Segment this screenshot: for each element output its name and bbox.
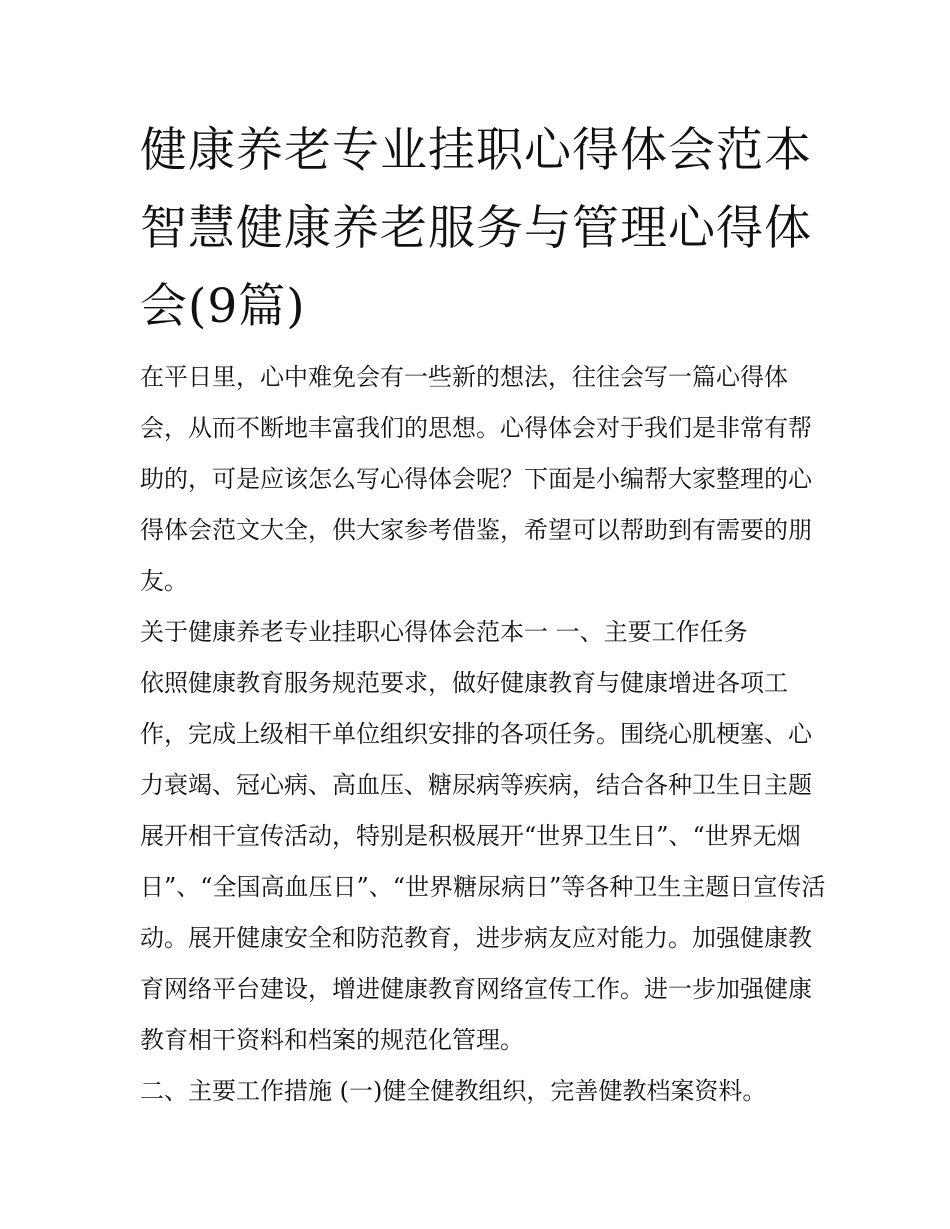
section-1-body: 依照健康教育服务规范要求，做好健康教育与健康增进各项工作，完成上级相干单位组织安排的各项任务。围绕心肌梗塞、心力衰竭、冠心病、高血压、糖尿病等疾病，结合各种卫生日主题展开相干宣传活动，特别是积极展开“世界卫生日”、“世界无烟日”、“全国高血压日”、“世界糖尿病日”等各种卫生主题日宣传活动。展开健康安全和防范教育，进步病友应对能力。加强健康教育网络平台建设，增进健康教育网络宣传工作。进一步加强健康教育相干资料和档案的规范化管理。 [140, 669, 826, 1054]
section-1-heading: 关于健康养老专业挂职心得体会范本一 一、主要工作任务 [140, 618, 748, 646]
intro-paragraph: 在平日里，心中难免会有一些新的想法，往往会写一篇心得体会，从而不断地丰富我们的思想。心得体会对于我们是非常有帮助的，可是应该怎么写心得体会呢？下面是小编帮大家整理的心得体会范文大全，供大家参考借鉴，希望可以帮助到有需要的朋友。 [140, 363, 812, 595]
section-2-heading: 二、主要工作措施 (一)健全健教组织，完善健教档案资料。 [140, 1077, 767, 1105]
document-title: 健康养老专业挂职心得体会范本 智慧健康养老服务与管理心得体会(9篇) [140, 123, 812, 334]
